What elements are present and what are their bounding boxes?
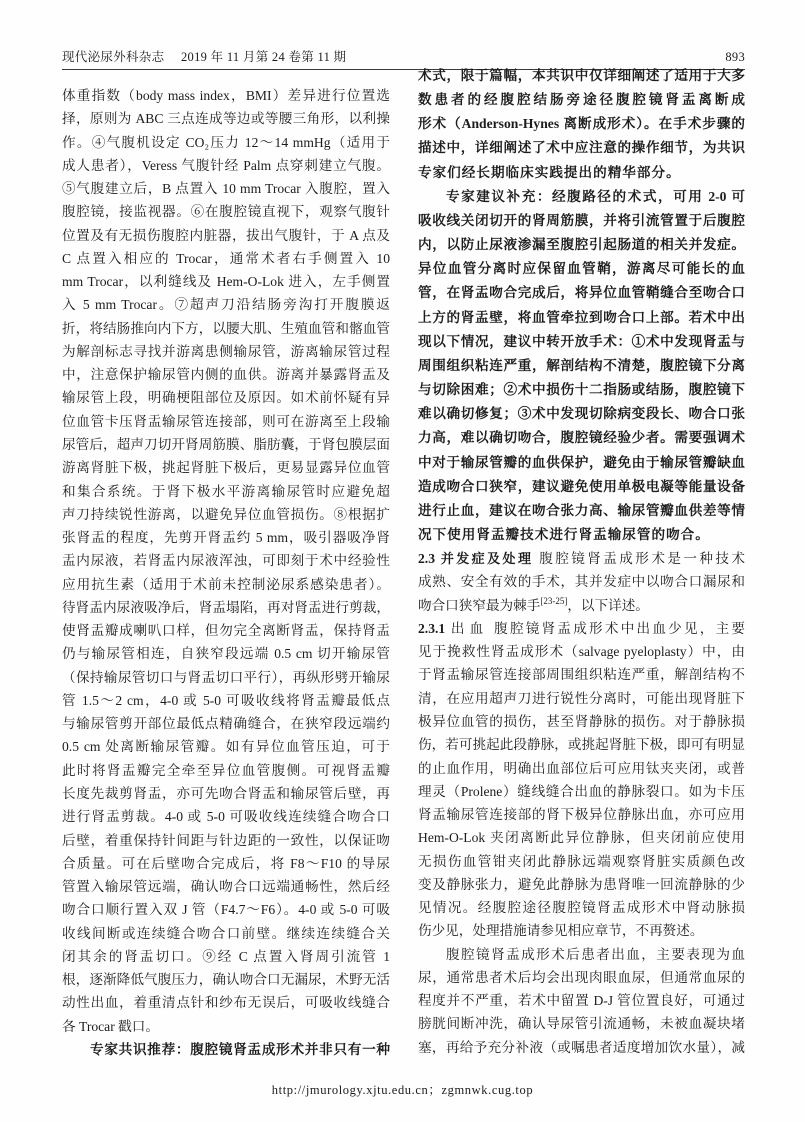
body-text-line: 位血管卡压肾盂输尿管连接部，则可在游离至上段输 — [62, 413, 390, 429]
supplement-text-line: 管，在肾盂吻合完成后，将异位血管鞘缝合至吻合口 — [418, 285, 745, 301]
body-text-line: 成人患者），Veress 气腹针经 Palm 点穿刺建立气腹。 — [62, 157, 390, 173]
body-text-line: 动性出血，着重清点针和纱布无误后，可吸收线缝合 — [62, 995, 390, 1011]
body-text-line: 合质量。可在后壁吻合完成后，将 F8～F10 的导尿 — [62, 855, 390, 871]
supplement-text-line: 现以下情况，建议中转开放手术：①术中发现肾盂与 — [418, 333, 745, 349]
supplement-text-line: 难以确切修复；③术中发现切除病变段长、吻合口张 — [418, 406, 745, 422]
body-text-line: 吻合口顺行置入双 J 管（F4.7～F6）。4-0 或 5-0 可吸 — [62, 902, 390, 918]
body-text-line: 体重指数（body mass index，BMI）差异进行位置选 — [62, 88, 390, 103]
supplement-text-line: 力高，难以确切吻合，腹腔镜经验少者。需要强调术 — [418, 430, 745, 446]
body-text-line: 游离肾脏下极，挑起肾脏下极后，更易显露异位血管 — [62, 460, 390, 476]
left-column — [62, 84, 390, 1061]
body-text-line-with-citation — [418, 594, 745, 617]
body-text-line: 见于挽救性肾盂成形术（salvage pyeloplasty）中，由 — [418, 644, 745, 660]
body-text-line: 理灵（Prolene）缝线缝合出血的静脉裂口。如为卡压 — [418, 783, 745, 799]
supplement-text-line: 专家建议补充：经腹路径的术式，可用 2-0 可 — [446, 188, 745, 204]
supplement-text-line: 周围组织粘连严重，解剖结构不清楚，腹腔镜下分离 — [418, 357, 745, 373]
subsection-number: 2.3.1 — [418, 620, 446, 636]
body-text-line: 待肾盂内尿液吸净后，肾盂塌陷，再对肾盂进行剪裁， — [62, 599, 390, 615]
supplement-text-line: 中对于输尿管瓣的血供保护，避免由于输尿管瓣缺血 — [418, 454, 745, 470]
body-text-line: 腹腔镜，接监视器。⑥在腹腔镜直视下，观察气腹针 — [62, 204, 390, 220]
body-text-line: 位置及有无损伤腹腔内脏器，拔出气腹针，于 A 点及 — [62, 227, 390, 243]
body-text-line: 伤，若可挑起此段静脉，或挑起肾脏下极，即可有明显 — [418, 737, 745, 753]
body-text-line: 和集合系统。于肾下极水平游离输尿管时应避免超 — [62, 483, 390, 499]
supplement-text-line: 况下使用肾盂瓣技术进行肾盂输尿管的吻合。 — [418, 526, 710, 542]
body-text-line: 程度并不严重，若术中留置 D-J 管位置良好，可通过 — [418, 993, 745, 1009]
body-text: ，以下详述。 — [567, 597, 649, 613]
subsection-title: 出血 — [450, 620, 489, 636]
subsection-intro-text: 腹腔镜肾盂成形术中出血少见，主要 — [494, 620, 746, 636]
body-text-line: 盂内尿液，若肾盂内尿液浑浊，可即刻于术中经验性 — [62, 553, 390, 569]
body-text-line: 腹腔镜肾盂成形术后患者出血，主要表现为血 — [446, 946, 745, 962]
body-text-line: 极异位血管的损伤，甚至肾静脉的损伤。对于静脉损 — [418, 713, 745, 729]
citation-reference: [23-25] — [540, 595, 568, 606]
body-text-line: 输尿管上段，明确梗阻部位及原因。如术前怀疑有异 — [62, 390, 390, 406]
supplement-text-line: 吸收线关闭切开的肾周筋膜，并将引流管置于后腹腔 — [418, 212, 745, 228]
body-text-line: 为解剖标志寻找并游离患侧输尿管，游离输尿管过程 — [62, 343, 390, 359]
body-text-line: 折，将结肠推向内下方，以腰大肌、生殖血管和髂血管 — [62, 320, 390, 336]
body-text-line: 于肾盂输尿管连接部周围组织粘连严重，解剖结构不 — [418, 667, 745, 683]
body-text-line: 塞，再给予充分补液（或嘱患者适度增加饮水量），减 — [418, 1039, 745, 1055]
body-text-line: 声刀持续锐性游离，以避免异位血管损伤。⑧根据扩 — [62, 506, 390, 522]
body-text-line: Hem-O-Lok 夹闭离断此异位静脉，但夹闭前应使用 — [418, 830, 745, 846]
section-2-3-heading-line — [418, 547, 745, 570]
body-text-line: 进行肾盂剪裁。4-0 或 5-0 可吸收线连续缝合吻合口 — [62, 809, 390, 825]
supplement-text-line: 内，以防止尿液渗漏至腹腔引起肠道的相关并发症。 — [418, 237, 745, 253]
body-text-line: 管置入输尿管远端，确认吻合口远端通畅性，然后经 — [62, 879, 390, 895]
body-text-line: 膀胱间断冲洗，确认导尿管引流通畅，未被血凝块堵 — [418, 1016, 745, 1032]
body-text-line: ⑤气腹建立后，B 点置入 10 mm Trocar 入腹腔，置入 — [62, 181, 390, 197]
body-text-line: mm Trocar，以利缝线及 Hem-O-Lok 进入，左手侧置 — [62, 274, 390, 290]
body-text-line: 后壁，着重保持针间距与针边距的一致性，以保证吻 — [62, 832, 390, 848]
body-text-line: 根，逐渐降低气腹压力，确认吻合口无漏尿，术野无活 — [62, 972, 390, 988]
body-text-line: 长度先裁剪肾盂，亦可先吻合肾盂和输尿管后壁，再 — [62, 785, 390, 801]
body-text-line: 变及静脉张力，避免此静脉为患肾唯一回流静脉的少 — [418, 876, 745, 892]
body-text-line: 应用抗生素（适用于术前未控制泌尿系感染患者）。 — [62, 576, 390, 592]
body-text-line: 中，注意保护输尿管内侧的血供。游离并暴露肾盂及 — [62, 367, 390, 383]
body-text-line: 张肾盂的程度，先剪开肾盂约 5 mm，吸引器吸净肾 — [62, 530, 390, 546]
section-number: 2.3 — [418, 551, 435, 567]
recommendation-text-line: 描述中，详细阐述了术中应注意的操作细节，为共识 — [418, 140, 745, 156]
supplement-text-line: 上方的肾盂壁，将血管牵拉到吻合口上部。若术中出 — [418, 309, 745, 325]
supplement-text-line: 造成吻合口狭窄，建议避免使用单极电凝等能量设备 — [418, 478, 745, 494]
section-2-3-1-heading-line — [418, 617, 745, 640]
body-text-line: 伤少见，处理措施请参见相应章节，不再赘述。 — [418, 923, 704, 939]
body-text-line: 闭其余的肾盂切口。⑨经 C 点置入肾周引流管 1 — [62, 948, 390, 964]
body-text-line: 肾盂输尿管连接部的肾下极异位静脉出血，亦可应用 — [418, 807, 745, 823]
page-number: 893 — [725, 50, 745, 64]
recommendation-text-line: 术式，限于篇幅，本共识中仅详细阐述了适用于大多 — [418, 68, 745, 83]
body-text-line: 成熟、安全有效的手术，其并发症中以吻合口漏尿和 — [418, 574, 745, 590]
recommendation-text-line: 专家们经长期临床实践提出的精华部分。 — [418, 164, 681, 180]
body-text-line: 收线间断或连续缝合吻合口前壁。继续连续缝合关 — [62, 925, 390, 941]
body-text: 吻合口狭窄最为棘手 — [418, 597, 541, 613]
body-text-line: 见情况。经腹腔途径腹腔镜肾盂成形术中肾动脉损 — [418, 900, 745, 916]
body-text-line: （保持输尿管切口与肾盂切口平行），再纵形劈开输尿 — [62, 669, 390, 685]
body-text-line: C 点置入相应的 Trocar，通常术者右手侧置入 10 — [62, 250, 390, 266]
supplement-text-line: 异位血管分离时应保留血管鞘，游离尽可能长的血 — [418, 261, 745, 277]
section-intro-text: 腹腔镜肾盂成形术是一种技术 — [539, 551, 745, 567]
recommendation-text-line: 数患者的经腹腔结肠旁途径腹腔镜肾盂离断成 — [418, 92, 745, 108]
issue-info: 2019 年 11 月第 24 卷第 11 期 — [181, 50, 347, 64]
body-text-line: 此时将肾盂瓣完全牵至异位血管腹侧。可视肾盂瓣 — [62, 762, 390, 778]
body-text-line: 管 1.5～2 cm，4-0 或 5-0 可吸收线将肾盂瓣最低点 — [62, 692, 390, 708]
body-text-line: 尿，通常患者术后均会出现肉眼血尿，但通常血尿的 — [418, 969, 745, 985]
supplement-text-line: 进行止血，建议在吻合张力高、输尿管瓣血供差等情 — [418, 502, 745, 518]
body-text-line: 无损伤血管钳夹闭此静脉远端观察肾脏实质颜色改 — [418, 853, 745, 869]
section-title: 并发症及处理 — [440, 552, 534, 568]
body-text-line: 入 5 mm Trocar。⑦超声刀沿结肠旁沟打开腹膜返 — [62, 297, 390, 313]
body-text-line: 的止血作用，明确出血部位后可应用钛夹夹闭，或普 — [418, 760, 745, 776]
footer-urls: http://jmurology.xjtu.edu.cn；zgmnwk.cug.top — [271, 1083, 534, 1097]
body-text-line: 尿管后，超声刀切开肾周筋膜、脂肪囊，于肾包膜层面 — [62, 436, 390, 452]
body-text-line: 使肾盂瓣成喇叭口样，但勿完全离断肾盂，保持肾盂 — [62, 623, 390, 639]
expert-supplement-block — [418, 185, 745, 547]
consensus-recommendation-line: 专家共识推荐：腹腔镜肾盂成形术并非只有一种 — [90, 1041, 390, 1057]
consensus-recommendation-block — [418, 64, 745, 185]
body-text-line: 与输尿管剪开部位最低点精确缝合，在狭窄段远端约 — [62, 716, 390, 732]
right-column — [418, 64, 745, 1059]
recommendation-text-line: 形术（Anderson-Hynes 离断成形术）。在手术步骤的 — [418, 116, 745, 132]
supplement-text-line: 与切除困难；②术中损伤十二指肠或结肠，腹腔镜下 — [418, 382, 745, 398]
journal-name: 现代泌尿外科杂志 — [62, 50, 165, 64]
body-text-line: 作。④气腹机设定 CO₂压力 12～14 mmHg（适用于 — [62, 134, 390, 150]
body-text-line: 仍与输尿管相连，自狭窄段远端 0.5 cm 切开输尿管 — [62, 646, 390, 662]
body-text-line: 清，在应用超声刀进行锐性分离时，可能出现肾脏下 — [418, 690, 745, 706]
body-text-line: 择，原则为 ABC 三点连成等边或等腰三角形，以利操 — [62, 111, 390, 127]
body-text-line: 各 Trocar 戳口。 — [62, 1018, 159, 1034]
body-text-line: 0.5 cm 处离断输尿管瓣。如有异位血管压迫，可于 — [62, 739, 390, 755]
